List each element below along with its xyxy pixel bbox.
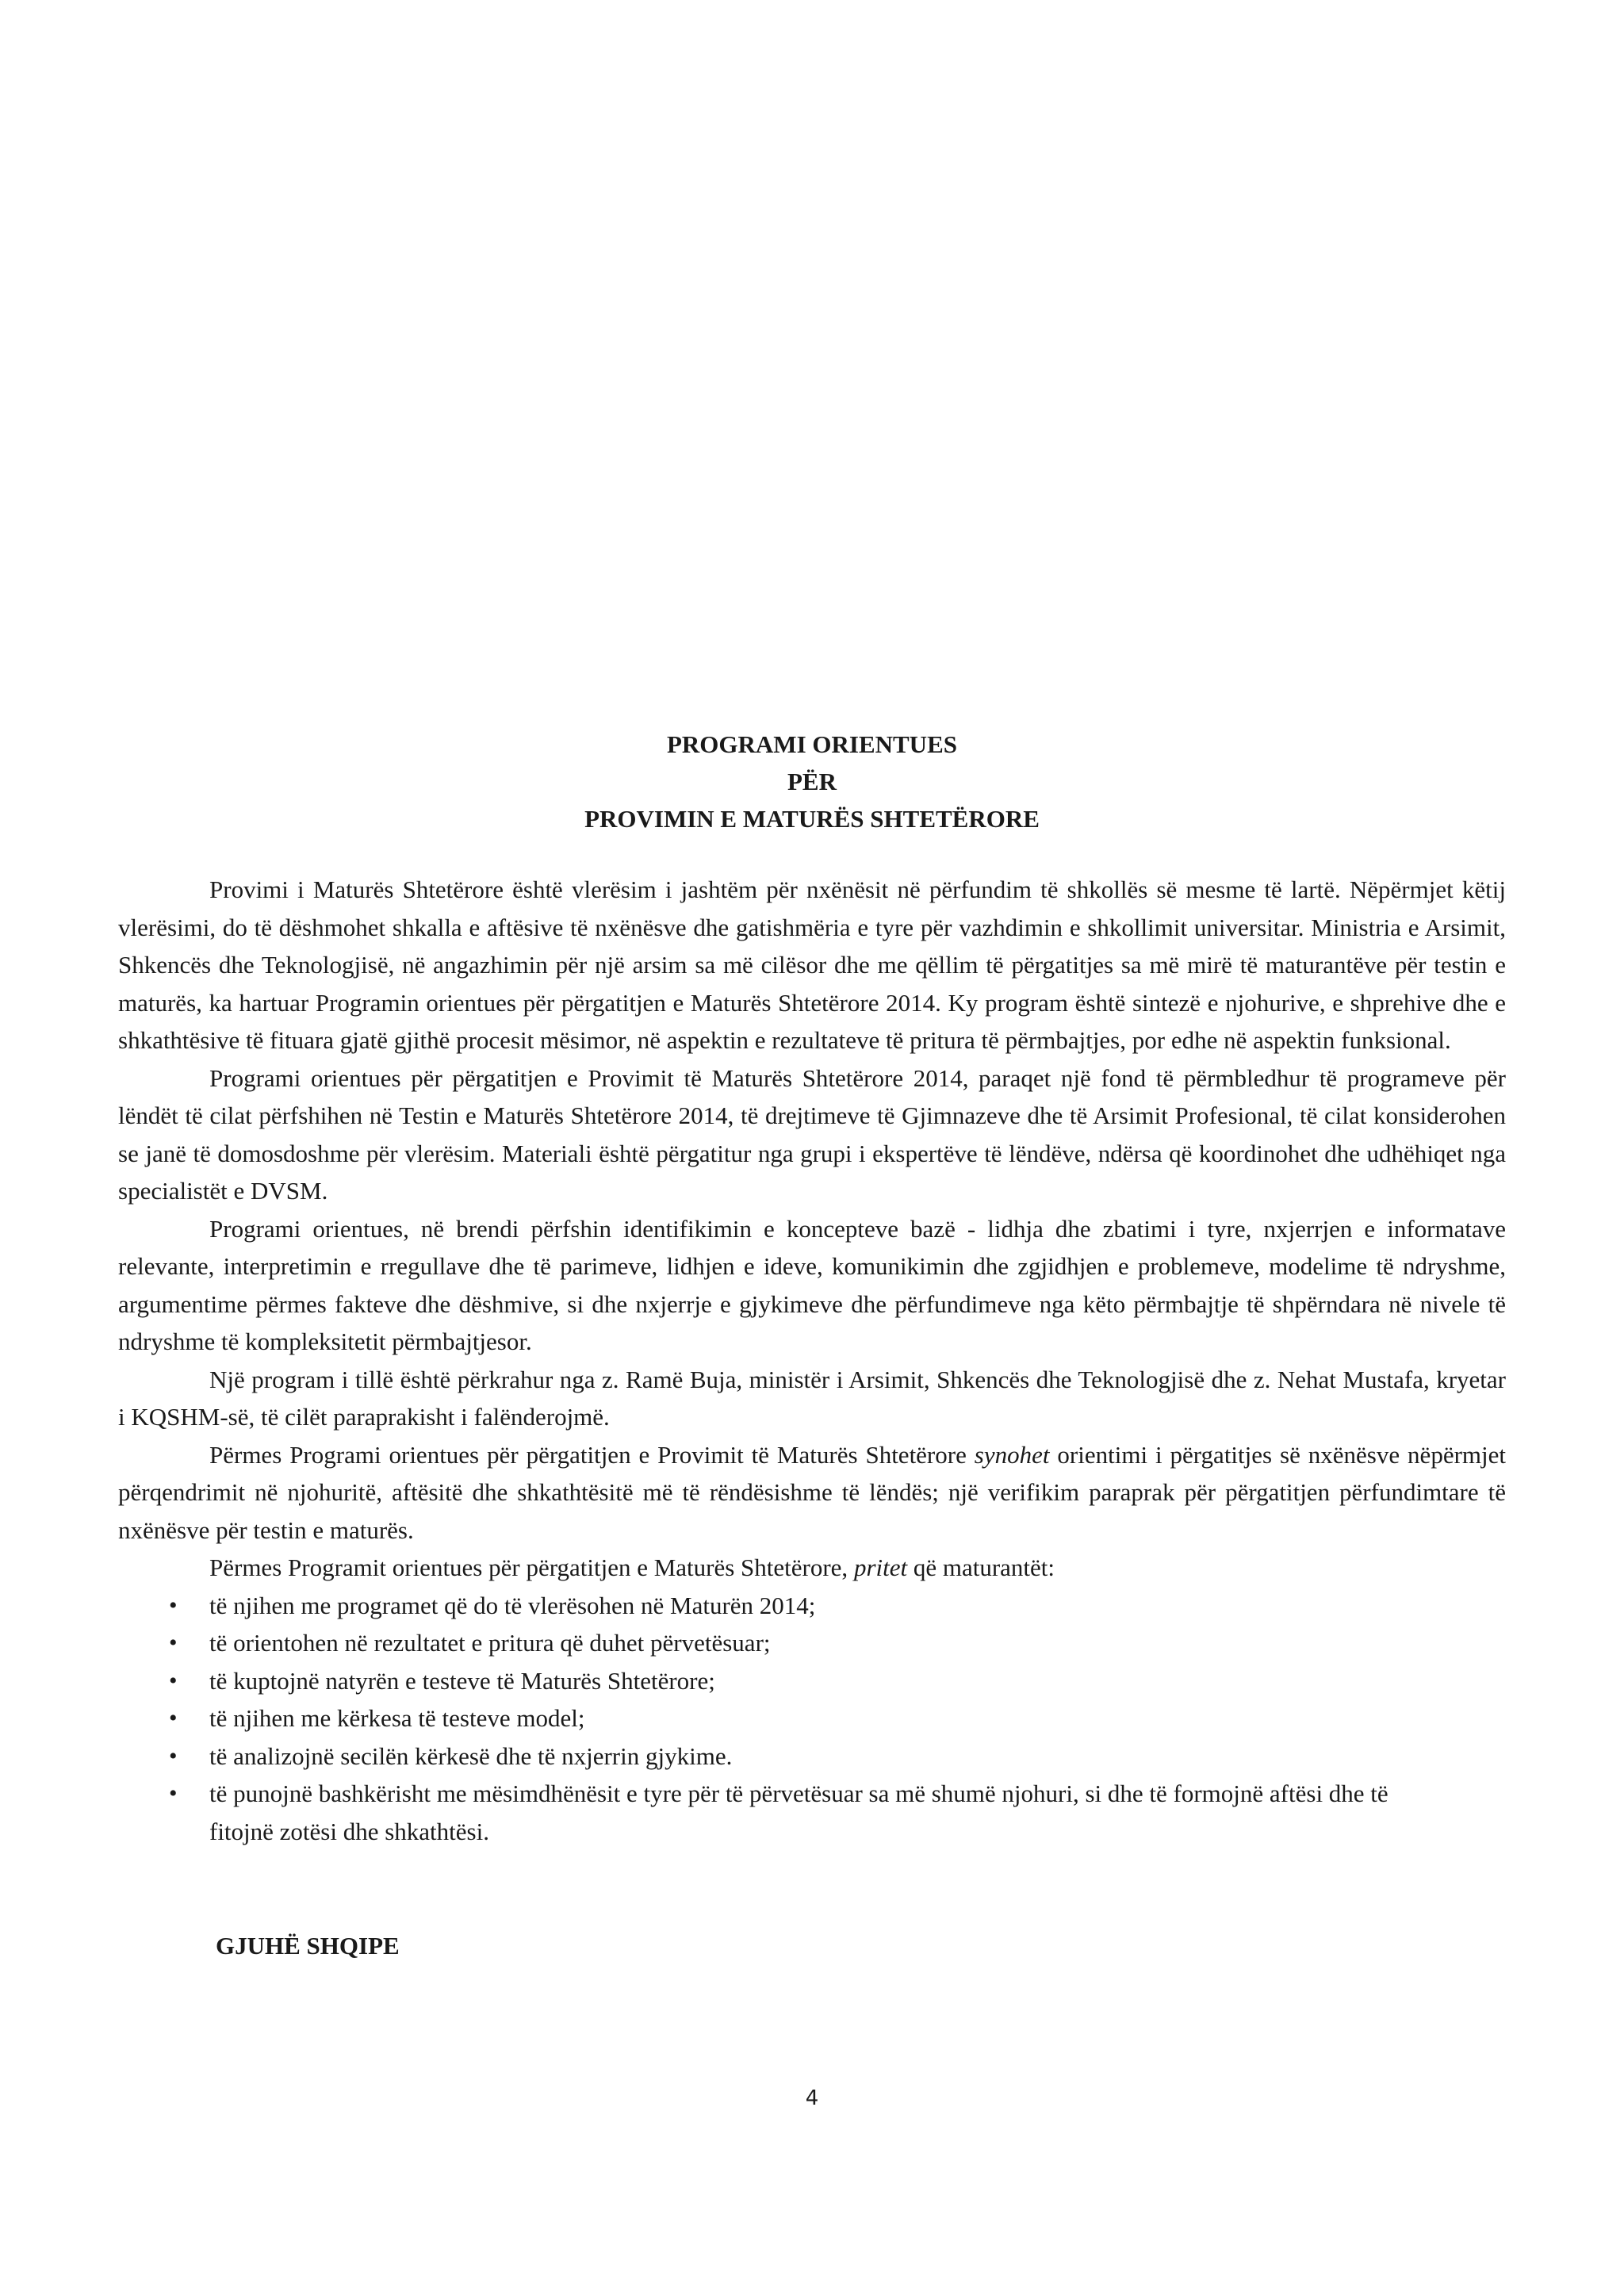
title-line-1: PROGRAMI ORIENTUES xyxy=(666,730,957,758)
paragraph-expectations xyxy=(118,1549,1506,1587)
paragraph-program-content: Programi orientues, në brendi përfshin identifikimin e koncepteve bazë - lidhja dhe zbatimi i tyre, nxjerrjen e informatave relevante, interpretimin e rregullave dhe të parimeve, lidhjen e ideve, komunikimin dhe zgjidhjen e problemeve, modelime të ndryshme, argumentime përmes fakteve dhe dëshmive, si dhe nxjerrje e gjykimeve dhe përfundimeve nga këto përmbajtje të shpërndara në nivele të ndryshme të kompleksitetit përmbajtjesor. xyxy=(118,1214,1506,1355)
list-item xyxy=(118,1775,1506,1850)
list-item-text: të njihen me programet që do të vlerësohen në Maturën 2014; xyxy=(209,1591,816,1619)
list-item-text: të analizojnë secilën kërkesë dhe të nxjerrin gjykime. xyxy=(209,1741,733,1770)
paragraph-intro: Provimi i Maturës Shtetërore është vlerësim i jashtëm për nxënësit në përfundim të shkollës së mesme të lartë. Nëpërmjet këtij vlerësimi, do të dëshmohet shkalla e aftësive të nxënësve dhe gatishmëria e tyre për vazhdimin e shkollimit universitar. Ministria e Arsimit, Shkencës dhe Teknologjisë, në angazhimin për një arsim sa më cilësor dhe me qëllim të përgatitjes sa më mirë të maturantëve për testin e maturës, ka hartuar Programin orientues për përgatitjen e Maturës Shtetërore 2014. Ky program është sintezë e njohurive, e shprehive dhe e shkathtësive të fituara gjatë gjithë procesit mësimor, në aspektin e rezultateve të pritura të përmbajtjes, por edhe në aspektin funksional. xyxy=(118,875,1506,1054)
bullet-icon: • xyxy=(169,1742,178,1769)
paragraph-purpose xyxy=(118,1436,1506,1550)
document-title xyxy=(0,726,1624,837)
paragraph-acknowledgement: Një program i tillë është përkrahur nga z. Ramë Buja, ministër i Arsimit, Shkencës dhe Teknologjisë dhe z. Nehat Mustafa, kryetar i KQSHM-së, të cilët paraprakisht i falënderojmë. xyxy=(118,1365,1506,1431)
paragraph-purpose-text-start: Përmes Programi orientues për përgatitjen e Provimit të Maturës Shtetërore xyxy=(209,1440,975,1469)
section-heading-albanian-language: GJUHË SHQIPE xyxy=(216,1932,400,1960)
bullet-icon: • xyxy=(169,1667,178,1694)
paragraph-expectations-emphasis: pritet xyxy=(853,1554,908,1581)
list-item xyxy=(118,1587,1506,1625)
paragraph-purpose-emphasis: synohet xyxy=(974,1440,1050,1469)
bullet-icon: • xyxy=(169,1592,178,1619)
title-line-2: PËR xyxy=(787,768,837,795)
title-line-3: PROVIMIN E MATURËS SHTETËRORE xyxy=(584,805,1040,833)
paragraph-purpose-text-end: orientimi i përgatitjes së nxënësve nëpërmjet përqendrimit në njohuritë, aftësitë dhe shkathtësitë më të rëndësishme të lëndës; një verifikim paraprak për përgatitjen përfundimtare të nxënësve për testin e maturës. xyxy=(118,1440,1506,1544)
paragraph-expectations-text-start: Përmes Programit orientues për përgatitjen e Maturës Shtetërore, xyxy=(209,1554,854,1581)
list-item xyxy=(118,1737,1506,1776)
bullet-icon: • xyxy=(169,1705,178,1731)
expectations-list xyxy=(118,1587,1506,1851)
list-item-text: të orientohen në rezultatet e pritura që duhet përvetësuar; xyxy=(209,1629,771,1657)
list-item xyxy=(118,1662,1506,1700)
bullet-icon: • xyxy=(169,1780,178,1806)
paragraph-program-summary: Programi orientues për përgatitjen e Provimit të Maturës Shtetërore 2014, paraqet një fond të përmbledhur të programeve për lëndët të cilat përfshihen në Testin e Maturës Shtetërore 2014, të drejtimeve të Gjimnazeve dhe të Arsimit Profesional, të cilat konsiderohen se janë të domosdoshme për vlerësim. Materiali është përgatitur nga grupi i ekspertëve të lëndëve, ndërsa që koordinohet dhe udhëhiqet nga specialistët e DVSM. xyxy=(118,1063,1506,1205)
paragraph-expectations-text-end: që maturantët: xyxy=(907,1554,1055,1581)
list-item-text: të punojnë bashkërisht me mësimdhënësit e tyre për të përvetësuar sa më shumë njohuri, si dhe të formojnë aftësi dhe të fitojnë zotësi dhe shkathtësi. xyxy=(209,1780,1388,1845)
bullet-icon: • xyxy=(169,1630,178,1656)
list-item-text: të njihen me kërkesa të testeve model; xyxy=(209,1704,585,1732)
list-item xyxy=(118,1624,1506,1662)
list-item-text: të kuptojnë natyrën e testeve të Maturës Shtetërore; xyxy=(209,1666,715,1695)
page-number: 4 xyxy=(805,2086,819,2110)
list-item xyxy=(118,1699,1506,1737)
document-body xyxy=(118,871,1506,1850)
